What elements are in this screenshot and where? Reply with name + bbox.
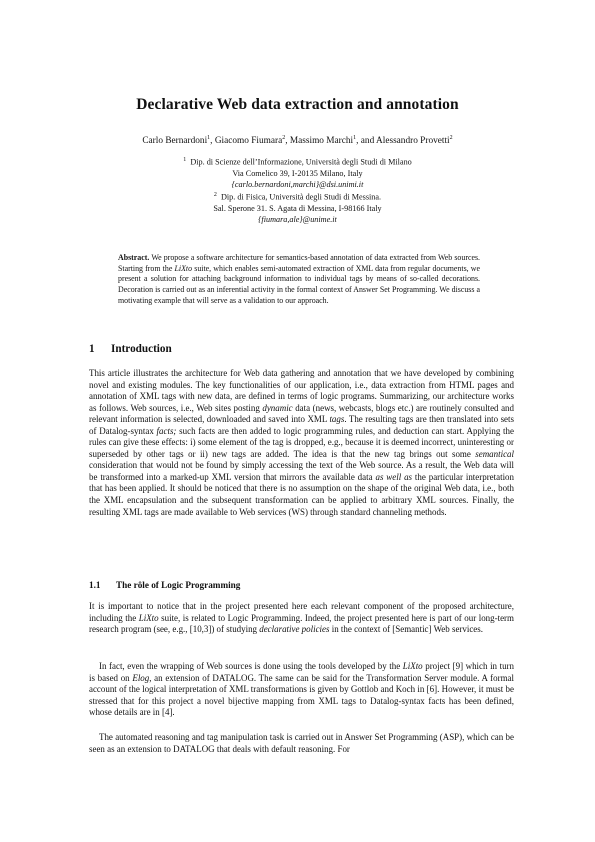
paper-title: Declarative Web data extraction and annotation [136, 96, 459, 113]
affiliation-marker: 1 [353, 135, 357, 141]
affiliations [0, 155, 595, 225]
body-emph: dynamic [262, 402, 293, 413]
body-text: the particular interpretation that has been applied. It should be noticed that there is no assumption on the shape of the original Web data, i.e., both the XML encapsulation and the subsequent transformation can be applied to arbitrary XML sources. Finally, the resulting XML tags are made available to Web services (WS) through standard channeling methods. [89, 471, 514, 517]
body-text: consideration that would not be found by simply accessing the text of the Web source. As a result, the Web data will be transformed into a marked-up XML version that mirrors the available data [89, 460, 514, 482]
body-text: project [9] which in turn is based on [89, 661, 514, 683]
affiliation-1-email [0, 179, 595, 190]
abstract-text: suite, which enables semi-automated extraction of XML data from regular documents, we present a solution for attaching background information to individual tags by means of so-called decorations. Decoration is carried out as an inferential activity in the formal context of Answer Set Programming. We discuss a motivating example that will serve as a validation to our approach. [118, 263, 480, 305]
affiliation-marker: 2 [449, 135, 453, 141]
body-text: such facts are then added to logic programming rules, and deduction can start. Applying the rules can give these effects: i) some element of the tag is dropped, e.g., because it is deemed incorrect, uninteresting or superseded by other tags or ii) new tags are added. The idea is that the new tag brings out some [89, 425, 514, 459]
affiliation-marker: 1 [207, 135, 211, 141]
subsection-number: 1.1 [89, 580, 101, 590]
intro-paragraph [89, 368, 514, 518]
body-text: suite, is related to Logic Programming. Indeed, the project presented here is part of our long-term research program (see, e.g., [10,3]) of studying [89, 612, 514, 635]
body-emph: tags [329, 414, 345, 425]
section-number: 1 [89, 343, 95, 355]
affiliation-2-institution: Dip. di Fisica, Università degli Studi di Messina. [220, 192, 382, 202]
body-text: data (news, webcasts, blogs etc.) are routinely consulted and relevant information is selected, downloaded and saved into XML [89, 402, 514, 425]
subsection-heading [89, 580, 240, 590]
body-text: , an extension of DATALOG. The same can be said for the Transformation Server module. A formal account of the logical interpretation of XML transformations is given by Gottlob and Koch in [6]. However, it must be stressed that for this project a novel bijective mapping from XML tags to Datalog-syntax facts has been defined, whose details are in [4]. [89, 672, 514, 718]
body-paragraph [89, 732, 514, 755]
body-text: The automated reasoning and tag manipulation task is carried out in Answer Set Programming (ASP), which can be seen as an extension to DATALOG that deals with default reasoning. For [89, 732, 514, 754]
affiliation-1-address: Via Comelico 39, I-20135 Milano, Italy [232, 168, 363, 178]
body-emph: LiXto [138, 612, 159, 623]
body-emph: declarative policies [259, 624, 330, 635]
body-text: in the context of [Semantic] Web services. [329, 624, 483, 635]
body-emph: facts; [156, 425, 177, 436]
author-name: , Giacomo Fiumara [210, 136, 283, 147]
email-text: {fiumara,ale}@unime.it [258, 214, 337, 224]
body-text: . The resulting tags are then translated into sets of Datalog-syntax [89, 414, 514, 436]
author-name: , Massimo Marchi [285, 136, 354, 147]
subsection-title: The rôle of Logic Programming [116, 580, 241, 590]
body-text: This article illustrates the architecture for Web data gathering and annotation that we have developed by combining novel and existing modules. The key functionalities of our application, i.e., data extraction from HTML pages and annotation of XML tags with new data, are defined in terms of logic programs. Summarizing, our architecture works as follows. Web sources, i.e., Web sites posting [89, 368, 514, 413]
body-paragraph [89, 601, 514, 636]
affiliation-marker: 1 [183, 157, 187, 163]
affiliation-2-address: Sal. Sperone 31. S. Agata di Messina, I-98166 Italy [213, 203, 382, 213]
affiliation-2-email [0, 214, 595, 225]
abstract [118, 253, 480, 307]
body-emph: Elog [132, 672, 150, 683]
body-emph: as well as [375, 471, 413, 482]
affiliation-1-institution: Dip. di Scienze dell’Informazione, Università degli Studi di Milano [190, 157, 412, 167]
body-text: It is important to notice that in the project presented here each relevant component of the proposed architecture, including the [89, 601, 514, 623]
author-list [0, 135, 595, 146]
body-paragraph [89, 661, 514, 719]
affiliation-1-line [0, 155, 595, 168]
abstract-emph: LiXto [174, 263, 193, 273]
body-emph: semantical [475, 448, 514, 459]
affiliation-marker: 2 [282, 135, 286, 141]
author-name: , and Alessandro Provetti [356, 136, 450, 147]
affiliation-2-line [0, 190, 595, 203]
section-title: Introduction [111, 343, 172, 355]
affiliation-marker: 2 [213, 192, 217, 199]
abstract-label: Abstract. [118, 253, 150, 262]
author-name: Carlo Bernardoni [142, 136, 208, 147]
section-heading [89, 343, 172, 355]
body-text: In fact, even the wrapping of Web sources is done using the tools developed by the [99, 661, 403, 671]
abstract-text: We propose a software architecture for semantics-based annotation of data extracted from Web sources. Starting from the [118, 253, 480, 273]
email-text: {carlo.bernardoni,marchi}@dsi.unimi.it [231, 179, 364, 189]
body-emph: LiXto [402, 661, 423, 671]
